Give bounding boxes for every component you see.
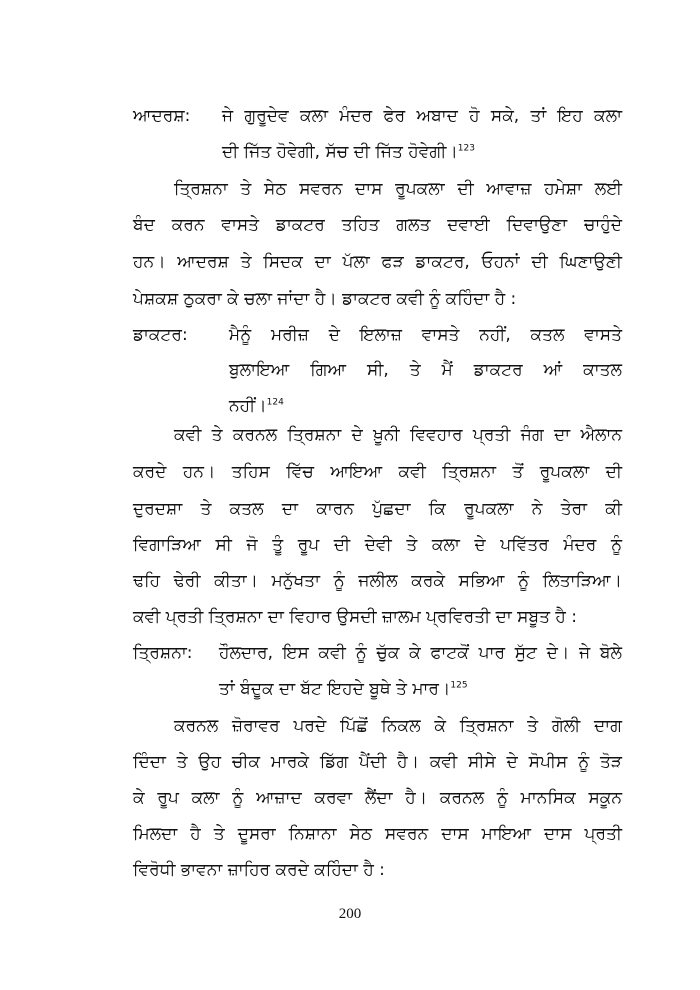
paragraph-line: ਕਰਨਲ ਜ਼ੋਰਾਵਰ ਪਰਦੇ ਪਿੱਛੋਂ ਨਿਕਲ ਕੇ ਤ੍ਰਿਸ਼ਨਾ ਤੇ ਗੋਲੀ ਦਾਗ (174, 716, 622, 736)
dialogue-line: ਮੈਨੂੰ ਮਰੀਜ਼ ਦੇ ਇਲਾਜ਼ ਵਾਸਤੇ ਨਹੀਂ, ਕਤਲ ਵਾਸਤੇ (229, 325, 622, 345)
paragraph-line: ਹਨ। ਆਦਰਸ਼ ਤੇ ਸਿਦਕ ਦਾ ਪੱਲਾ ਫੜ ਡਾਕਟਰ, ਓਹਨਾਂ ਦੀ ਘਿਣਾਉਣੀ (133, 252, 622, 272)
paragraph-line: ਬੰਦ ਕਰਨ ਵਾਸਤੇ ਡਾਕਟਰ ਤਹਿਤ ਗਲਤ ਦਵਾਈ ਦਿਵਾਉਣਾ ਚਾਹੁੰਦੇ (133, 215, 622, 235)
paragraph-line: ਤ੍ਰਿਸ਼ਨਾ ਤੇ ਸੇਠ ਸਵਰਨ ਦਾਸ ਰੂਪਕਲਾ ਦੀ ਆਵਾਜ਼ ਹਮੇਸ਼ਾ ਲਈ (174, 179, 622, 199)
dialogue-line: ਦੀ ਜਿੱਤ ਹੋਵੇਗੀ, ਸੱਚ ਦੀ ਜਿੱਤ ਹੋਵੇਗੀ।$^{123}$ (222, 142, 475, 162)
dialogue-line: ਨਹੀਂ।$^{124}$ (229, 396, 284, 416)
footnote-ref: 124 (266, 397, 284, 408)
dialogue-line: ਹੌਲਦਾਰ, ਇਸ ਕਵੀ ਨੂੰ ਚੁੱਕ ਕੇ ਫਾਟਕੋਂ ਪਾਰ ਸੁੱਟ ਦੇ। ਜੇ ਬੋਲੇ (219, 643, 622, 663)
page-number: 200 (338, 906, 362, 922)
paragraph-line: ਕੇ ਰੂਪ ਕਲਾ ਨੂੰ ਆਜ਼ਾਦ ਕਰਵਾ ਲੈਂਦਾ ਹੈ। ਕਰਨਲ ਨੂੰ ਮਾਨਸਿਕ ਸਕੂਨ (133, 788, 622, 808)
paragraph-line: ਦਿੰਦਾ ਤੇ ਉਹ ਚੀਕ ਮਾਰਕੇ ਡਿੱਗ ਪੈਂਦੀ ਹੈ। ਕਵੀ ਸੀਸੇ ਦੇ ਸੋਪੀਸ ਨੂੰ ਤੋੜ (133, 752, 622, 772)
paragraph-line: ਵਿਰੋਧੀ ਭਾਵਨਾ ਜ਼ਾਹਿਰ ਕਰਦੇ ਕਹਿੰਦਾ ਹੈ : (133, 860, 385, 880)
paragraph-line: ਵਿਗਾੜਿਆ ਸੀ ਜੋ ਤੂੰ ਰੂਪ ਦੀ ਦੇਵੀ ਤੇ ਕਲਾ ਦੇ ਪਵਿੱਤਰ ਮੰਦਰ ਨੂੰ (133, 535, 622, 555)
paragraph-line: ਕਵੀ ਤੇ ਕਰਨਲ ਤ੍ਰਿਸ਼ਨਾ ਦੇ ਖ਼ੂਨੀ ਵਿਵਹਾਰ ਪ੍ਰਤੀ ਜੰਗ ਦਾ ਐਲਾਨ (174, 425, 622, 445)
speaker-label: ਤ੍ਰਿਸ਼ਨਾ: (133, 643, 193, 663)
paragraph-line: ਮਿਲਦਾ ਹੈ ਤੇ ਦੂਸਰਾ ਨਿਸ਼ਾਨਾ ਸੇਠ ਸਵਰਨ ਦਾਸ ਮਾਇਆ ਦਾਸ ਪ੍ਰਤੀ (133, 824, 622, 844)
dialogue-line: ਜੇ ਗੁਰੂਦੇਵ ਕਲਾ ਮੰਦਰ ਫੇਰ ਅਬਾਦ ਹੋ ਸਕੇ, ਤਾਂ ਇਹ ਕਲਾ (222, 106, 622, 126)
paragraph-line: ਢਹਿ ਢੇਰੀ ਕੀਤਾ। ਮਨੁੱਖਤਾ ਨੂੰ ਜਲੀਲ ਕਰਕੇ ਸਭਿਆ ਨੂੰ ਲਿਤਾੜਿਆ। (133, 571, 622, 591)
dialogue-line: ਤਾਂ ਬੰਦੂਕ ਦਾ ਬੱਟ ਇਹਦੇ ਬੂਥੇ ਤੇ ਮਾਰ।$^{125}$ (219, 679, 468, 699)
dialogue-line: ਬੁਲਾਇਆ ਗਿਆ ਸੀ, ਤੇ ਮੈਂ ਡਾਕਟਰ ਆਂ ਕਾਤਲ (229, 360, 622, 380)
speaker-label: ਡਾਕਟਰ: (133, 325, 188, 345)
paragraph-line: ਕਵੀ ਪ੍ਰਤੀ ਤ੍ਰਿਸ਼ਨਾ ਦਾ ਵਿਹਾਰ ਉਸਦੀ ਜ਼ਾਲਮ ਪ੍ਰਵਿਰਤੀ ਦਾ ਸਬੂਤ ਹੈ : (133, 607, 577, 627)
paragraph-line: ਦੁਰਦਸ਼ਾ ਤੇ ਕਤਲ ਦਾ ਕਾਰਨ ਪੁੱਛਦਾ ਕਿ ਰੂਪਕਲਾ ਨੇ ਤੇਰਾ ਕੀ (133, 499, 622, 519)
footnote-ref: 125 (450, 680, 468, 691)
footnote-ref: 123 (457, 143, 475, 154)
paragraph-line: ਕਰਦੇ ਹਨ। ਤਹਿਸ ਵਿੱਚ ਆਇਆ ਕਵੀ ਤ੍ਰਿਸ਼ਨਾ ਤੋਂ ਰੂਪਕਲਾ ਦੀ (133, 462, 622, 482)
paragraph-line: ਪੇਸ਼ਕਸ਼ ਠੁਕਰਾ ਕੇ ਚਲਾ ਜਾਂਦਾ ਹੈ। ਡਾਕਟਰ ਕਵੀ ਨੂੰ ਕਹਿੰਦਾ ਹੈ : (133, 289, 517, 309)
speaker-label: ਆਦਰਸ਼: (133, 106, 191, 126)
